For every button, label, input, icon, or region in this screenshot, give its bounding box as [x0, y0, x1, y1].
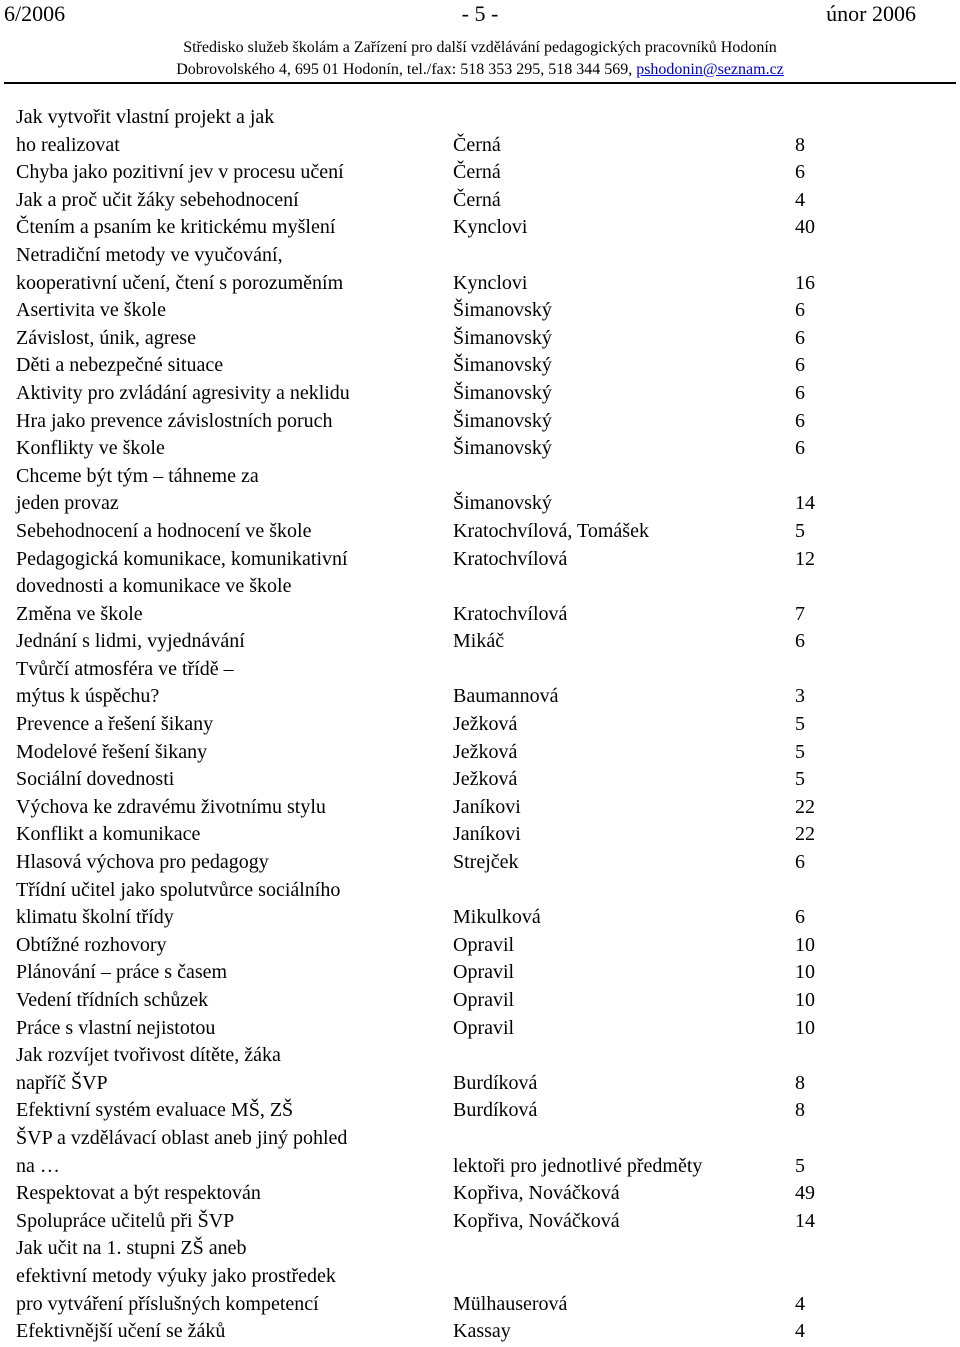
course-lecturer: Ježková	[453, 768, 518, 791]
course-lecturer: Opravil	[453, 961, 515, 984]
course-title-line: Konflikty ve škole	[16, 437, 165, 460]
course-row	[16, 1015, 946, 1043]
course-title-line: Čtením a psaním ke kritickému myšlení	[16, 216, 336, 239]
course-hours: 49	[795, 1182, 815, 1205]
institution-name: Středisko služeb školám a Zařízení pro další vzdělávání pedagogických pracovníků Hodonín	[183, 39, 777, 56]
course-hours: 10	[795, 961, 815, 984]
course-lecturer: lektoři pro jednotlivé předměty	[453, 1154, 703, 1177]
course-row	[16, 766, 946, 794]
course-lecturer: Baumannová	[453, 685, 559, 708]
course-lecturer: Mikulková	[453, 906, 541, 929]
course-title-line: Hra jako prevence závislostních poruch	[16, 409, 333, 432]
course-title-line: Tvůrčí atmosféra ve třídě –	[16, 657, 234, 680]
course-title-line: Jak a proč učit žáky sebehodnocení	[16, 188, 299, 211]
course-row	[16, 932, 946, 960]
course-hours: 7	[795, 602, 805, 625]
course-title-line: Jak vytvořit vlastní projekt a jak	[16, 106, 275, 128]
course-lecturer: Šimanovský	[453, 492, 552, 515]
course-title-line: Děti a nebezpečné situace	[16, 354, 224, 377]
course-title-line: Chceme být tým – táhneme za	[16, 464, 259, 487]
course-lecturer: Kratochvílová	[453, 602, 568, 625]
course-row	[16, 214, 946, 242]
course-lecturer: Opravil	[453, 933, 515, 956]
course-row	[16, 1097, 946, 1125]
course-hours: 4	[795, 1320, 805, 1343]
course-lecturer: Burdíková	[453, 1071, 538, 1094]
course-lecturer: Kopřiva, Nováčková	[453, 1182, 620, 1205]
course-row	[16, 435, 946, 463]
course-row	[16, 601, 946, 629]
issue-number: 6/2006	[4, 1, 66, 26]
course-row	[16, 628, 946, 656]
course-title-line: efektivní metody výuky jako prostředek	[16, 1264, 336, 1287]
course-title-line: Prevence a řešení šikany	[16, 713, 214, 736]
course-hours: 4	[795, 1292, 805, 1315]
course-lecturer: Strejček	[453, 851, 519, 874]
course-title-line: Vedení třídních schůzek	[16, 989, 209, 1011]
course-hours: 3	[795, 685, 805, 708]
course-hours: 6	[795, 381, 805, 404]
course-hours: 10	[795, 1016, 815, 1039]
course-lecturer: Kratochvílová	[453, 547, 568, 570]
course-row	[16, 187, 946, 215]
course-hours: 5	[795, 1154, 805, 1177]
course-hours: 6	[795, 326, 805, 349]
course-title-line: Konflikt a komunikace	[16, 823, 201, 846]
course-lecturer: Kassay	[453, 1320, 511, 1343]
course-row	[16, 739, 946, 767]
course-title-line: Sebehodnocení a hodnocení ve škole	[16, 519, 312, 542]
course-hours: 22	[795, 795, 815, 818]
course-title-line: Netradiční metody ve vyučování,	[16, 243, 283, 266]
course-title-line: kooperativní učení, čtení s porozuměním	[16, 271, 344, 294]
course-lecturer: Černá	[453, 188, 501, 211]
course-lecturer: Ježková	[453, 713, 518, 736]
course-title-line: Jak učit na 1. stupni ZŠ aneb	[16, 1237, 247, 1260]
course-hours: 5	[795, 768, 805, 791]
course-lecturer: Opravil	[453, 1016, 515, 1039]
course-lecturer: Černá	[453, 133, 501, 156]
course-row	[16, 1235, 946, 1318]
course-row	[16, 297, 946, 325]
course-hours: 6	[795, 299, 805, 322]
course-title-line: Sociální dovednosti	[16, 768, 175, 791]
course-title-line: Asertivita ve škole	[16, 299, 166, 322]
institution-email-link[interactable]: pshodonin@seznam.cz	[636, 61, 784, 78]
course-title-line: Efektivnější učení se žáků	[16, 1320, 226, 1343]
course-title-line: mýtus k úspěchu?	[16, 685, 160, 708]
course-lecturer: Opravil	[453, 989, 515, 1011]
course-title-line: napříč ŠVP	[16, 1071, 108, 1094]
course-title-line: dovednosti a komunikace ve škole	[16, 575, 292, 598]
course-hours: 8	[795, 133, 805, 156]
course-title-line: ŠVP a vzdělávací oblast aneb jiný pohled	[16, 1126, 348, 1149]
course-hours: 6	[795, 437, 805, 460]
institution-address: Dobrovolského 4, 695 01 Hodonín, tel./fax: 518 353 295, 518 344 569,	[176, 61, 633, 78]
course-lecturer: Šimanovský	[453, 409, 552, 432]
course-row	[16, 794, 946, 822]
course-title-line: Plánování – práce s časem	[16, 961, 228, 984]
course-row	[16, 380, 946, 408]
course-title-line: Výchova ke zdravému životnímu stylu	[16, 795, 326, 818]
course-title-line: Závislost, únik, agrese	[16, 326, 196, 349]
course-title-line: Jednání s lidmi, vyjednávání	[16, 630, 245, 653]
course-row	[16, 711, 946, 739]
course-row	[16, 1318, 946, 1346]
course-hours: 10	[795, 989, 815, 1011]
course-row	[16, 242, 946, 297]
course-hours: 4	[795, 188, 805, 211]
course-list	[16, 104, 946, 1346]
course-title-line: Obtížné rozhovory	[16, 933, 167, 956]
course-lecturer: Šimanovský	[453, 299, 552, 322]
course-row	[16, 821, 946, 849]
course-lecturer: Kopřiva, Nováčková	[453, 1209, 620, 1232]
course-row	[16, 1208, 946, 1236]
course-title-line: Respektovat a být respektován	[16, 1182, 261, 1205]
page-header	[4, 0, 956, 84]
course-title-line: Hlasová výchova pro pedagogy	[16, 851, 269, 874]
course-title-line: Spolupráce učitelů při ŠVP	[16, 1209, 235, 1232]
course-row	[16, 352, 946, 380]
page-number: - 5 -	[461, 1, 499, 26]
course-lecturer: Kynclovi	[453, 216, 528, 239]
course-title-line: Práce s vlastní nejistotou	[16, 1016, 216, 1039]
course-hours: 5	[795, 713, 805, 736]
course-hours: 6	[795, 161, 805, 184]
course-row	[16, 159, 946, 187]
course-hours: 6	[795, 409, 805, 432]
course-lecturer: Kratochvílová, Tomášek	[453, 519, 649, 542]
course-hours: 10	[795, 933, 815, 956]
course-hours: 6	[795, 354, 805, 377]
course-lecturer: Janíkovi	[453, 795, 521, 818]
course-hours: 6	[795, 630, 805, 653]
course-row	[16, 518, 946, 546]
course-title-line: klimatu školní třídy	[16, 906, 174, 929]
course-hours: 12	[795, 547, 815, 570]
course-title-line: Třídní učitel jako spolutvůrce sociálního	[16, 878, 341, 901]
course-row	[16, 546, 946, 601]
course-title-line: pro vytváření příslušných kompetencí	[16, 1292, 319, 1315]
course-hours: 8	[795, 1071, 805, 1094]
course-title-line: Jak rozvíjet tvořivost dítěte, žáka	[16, 1044, 281, 1067]
course-row	[16, 656, 946, 711]
issue-date: únor 2006	[826, 1, 916, 26]
course-row	[16, 408, 946, 436]
course-title-line: Modelové řešení šikany	[16, 740, 208, 763]
course-hours: 16	[795, 271, 815, 294]
course-lecturer: Mikáč	[453, 630, 505, 653]
course-lecturer: Šimanovský	[453, 437, 552, 460]
course-hours: 5	[795, 519, 805, 542]
course-lecturer: Ježková	[453, 740, 518, 763]
course-hours: 5	[795, 740, 805, 763]
course-row	[16, 1042, 946, 1097]
course-lecturer: Mülhauserová	[453, 1292, 568, 1315]
course-lecturer: Šimanovský	[453, 354, 552, 377]
course-title-line: ho realizovat	[16, 133, 120, 156]
course-row	[16, 463, 946, 518]
course-row	[16, 1180, 946, 1208]
course-hours: 14	[795, 1209, 815, 1232]
course-title-line: Efektivní systém evaluace MŠ, ZŠ	[16, 1099, 294, 1122]
course-lecturer: Šimanovský	[453, 381, 552, 404]
course-title-line: Změna ve škole	[16, 602, 143, 625]
course-title-line: jeden provaz	[16, 492, 119, 515]
course-title-line: na …	[16, 1154, 60, 1177]
course-row	[16, 104, 946, 159]
course-lecturer: Janíkovi	[453, 823, 521, 846]
course-title-line: Pedagogická komunikace, komunikativní	[16, 547, 348, 570]
course-row	[16, 849, 946, 877]
course-lecturer: Kynclovi	[453, 271, 528, 294]
course-lecturer: Šimanovský	[453, 326, 552, 349]
course-title-line: Aktivity pro zvládání agresivity a neklidu	[16, 381, 350, 404]
course-row	[16, 877, 946, 932]
course-hours: 22	[795, 823, 815, 846]
course-row	[16, 325, 946, 353]
course-row	[16, 1125, 946, 1180]
header-top-line	[4, 0, 956, 28]
course-lecturer: Burdíková	[453, 1099, 538, 1122]
course-row	[16, 959, 946, 987]
course-hours: 40	[795, 216, 815, 239]
course-hours: 14	[795, 492, 815, 515]
course-hours: 8	[795, 1099, 805, 1122]
course-row	[16, 987, 946, 1015]
course-lecturer: Černá	[453, 161, 501, 184]
course-title-line: Chyba jako pozitivní jev v procesu učení	[16, 161, 344, 184]
institution-address-line	[4, 60, 956, 80]
course-hours: 6	[795, 851, 805, 874]
course-hours: 6	[795, 906, 805, 929]
